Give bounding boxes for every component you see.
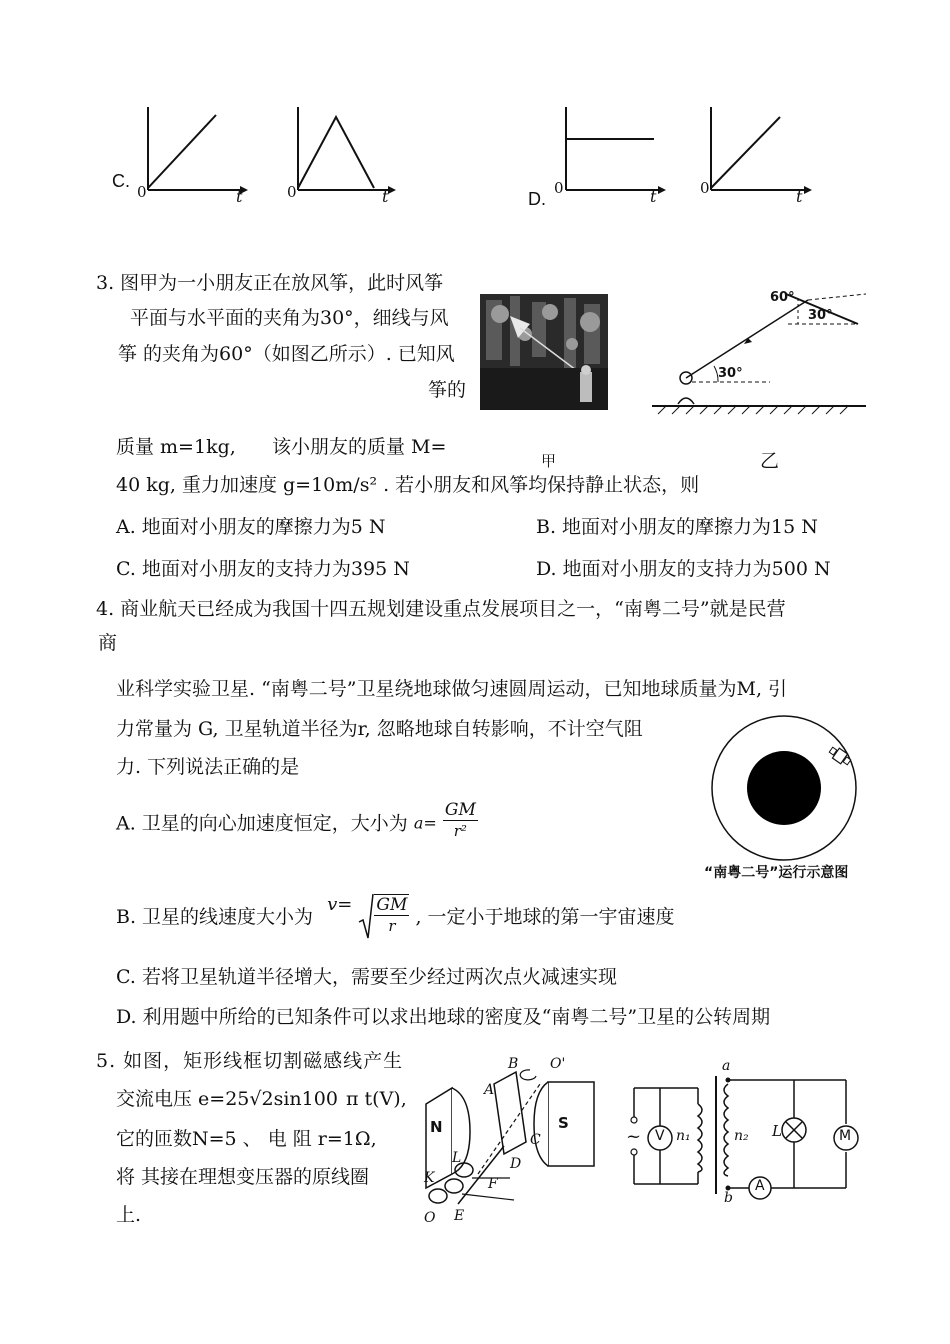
q4-option-b-denominator: r — [388, 917, 396, 935]
q5-line5: 上. — [116, 1204, 142, 1226]
angle-30-top-label: 30° — [808, 308, 833, 323]
q4-option-b-fraction — [374, 895, 409, 936]
q4-option-b-numerator: GM — [376, 895, 408, 915]
q4-option-a-fraction — [443, 800, 478, 841]
q3-option-c: C. 地面对小朋友的支持力为395 N — [116, 558, 410, 580]
gen-label-C: C — [530, 1132, 541, 1148]
graph1-origin: 0 — [137, 183, 147, 201]
q3-line6: 40 kg, 重力加速度 g=10m/s² . 若小朋友和风筝均保持静止状态，则 — [116, 474, 700, 496]
q2-graphs — [0, 95, 950, 225]
kite-photo-svg — [480, 294, 608, 410]
q4-line4: 力. 下列说法正确的是 — [116, 756, 300, 778]
q4-option-d: D. 利用题中所给的已知条件可以求出地球的密度及“南粤二号”卫星的公转周期 — [116, 1006, 771, 1028]
fig-jia-label: 甲 — [541, 452, 557, 470]
q5-line1: 5. 如图，矩形线框切割磁感线产生 — [96, 1050, 404, 1072]
angle-60-label: 60° — [770, 290, 795, 305]
satellite-figure-caption: “南粤二号”运行示意图 — [704, 865, 849, 881]
q4-option-a — [116, 800, 478, 856]
graph3-origin: 0 — [554, 179, 564, 197]
q3-line2: 平面与水平面的夹角为30°，细线与风 — [130, 307, 449, 329]
q3-line3: 筝 的夹角为60°（如图乙所示）. 已知风 — [118, 343, 455, 365]
graph1-line — [148, 115, 216, 188]
gen-label-S: S — [558, 1114, 569, 1132]
graph2-t-label: t — [382, 187, 389, 206]
q5-line4: 将 其接在理想变压器的原线圈 — [116, 1166, 370, 1188]
q4-option-b — [116, 892, 675, 948]
gen-label-K: K — [424, 1170, 435, 1186]
terminal-b-label: b — [724, 1190, 733, 1206]
transformer-circuit — [624, 1058, 860, 1212]
q4-option-b-sqrt — [358, 892, 409, 942]
gen-label-O-prime: O' — [550, 1056, 566, 1072]
earth-disc — [747, 751, 821, 825]
q4-option-b-tail: , 一定小于地球的第一宇宙速度 — [415, 906, 675, 928]
q3-option-d: D. 地面对小朋友的支持力为500 N — [536, 558, 831, 580]
satellite-orbit-svg — [704, 712, 864, 862]
kite-string — [686, 300, 808, 378]
option-d-label: D. — [528, 189, 546, 209]
gen-label-B: B — [508, 1056, 519, 1072]
graph4-line — [711, 117, 780, 188]
sqrt-sign-icon — [358, 892, 374, 942]
ammeter-label: A — [755, 1178, 765, 1194]
generator-svg — [418, 1054, 608, 1230]
q4-option-c: C. 若将卫星轨道半径增大，需要至少经过两次点火减速实现 — [116, 966, 617, 988]
kite-diagram — [648, 286, 870, 416]
q4-line1b: 商 — [98, 632, 118, 654]
q4-line1: 4. 商业航天已经成为我国十四五规划建设重点发展项目之一，“南粤二号”就是民营 — [96, 598, 786, 620]
graph2-origin: 0 — [287, 183, 297, 201]
graph1-t-label: t — [236, 187, 243, 206]
q5-line2b: π t(V), — [346, 1088, 407, 1110]
q3-line4: 筝的 — [428, 379, 467, 401]
angle-30-bottom-label: 30° — [718, 366, 743, 381]
q5-line3: 它的匝数N=5 、 电 阻 r=1Ω, — [116, 1128, 377, 1150]
fig-yi-label: 乙 — [760, 450, 780, 472]
kite-diagram-svg — [648, 286, 870, 416]
q3-option-a: A. 地面对小朋友的摩擦力为5 N — [116, 516, 386, 538]
q5-line2a: 交流电压 e=25√2sin100 — [116, 1088, 338, 1110]
gen-label-A: A — [484, 1082, 495, 1098]
q4-option-a-lhs: a= — [413, 813, 437, 833]
gen-label-E: E — [454, 1208, 465, 1224]
motor-label: M — [839, 1128, 852, 1144]
graph2-line — [298, 117, 374, 188]
kite-photo — [480, 294, 608, 410]
generator-figure — [418, 1054, 608, 1230]
option-c-label: C. — [112, 171, 130, 191]
n2-label: n₂ — [734, 1128, 749, 1144]
graph4-t-label: t — [796, 187, 803, 206]
q4-option-a-numerator: GM — [444, 800, 476, 820]
gen-label-N: N — [430, 1118, 443, 1136]
q4-option-a-text: A. 卫星的向心加速度恒定，大小为 — [116, 812, 408, 835]
q4-line3: 力常量为 G, 卫星轨道半径为r, 忽略地球自转影响，不计空气阻 — [116, 718, 643, 740]
gen-label-O: O — [424, 1210, 436, 1226]
satellite-orbit-figure — [704, 712, 864, 862]
q4-option-a-denominator: r² — [453, 822, 467, 840]
q2-graphs-svg — [0, 95, 950, 225]
q4-line2: 业科学实验卫星. “南粤二号”卫星绕地球做匀速圆周运动，已知地球质量为M, 引 — [116, 678, 788, 700]
terminal-a-label: a — [722, 1058, 731, 1074]
n1-label: n₁ — [676, 1128, 691, 1144]
q4-option-b-lhs: v= — [327, 894, 353, 915]
graph4-origin: 0 — [700, 179, 710, 197]
q3-line5a: 质量 m=1kg, — [116, 436, 236, 458]
gen-label-F: F — [488, 1176, 498, 1192]
gen-label-D: D — [510, 1156, 522, 1172]
lamp-label: L — [772, 1122, 782, 1140]
circuit-ac-symbol: ~ — [626, 1126, 642, 1147]
q4-option-b-text: B. 卫星的线速度大小为 — [116, 906, 314, 928]
child-figure — [580, 372, 592, 402]
voltmeter-label: V — [655, 1128, 665, 1144]
q3-line5b: 该小朋友的质量 M= — [272, 436, 447, 458]
q3-line1: 3. 图甲为一小朋友正在放风筝，此时风筝 — [96, 272, 444, 294]
graph3-t-label: t — [650, 187, 657, 206]
q3-option-b: B. 地面对小朋友的摩擦力为15 N — [536, 516, 818, 538]
gen-label-L: L — [452, 1150, 462, 1166]
